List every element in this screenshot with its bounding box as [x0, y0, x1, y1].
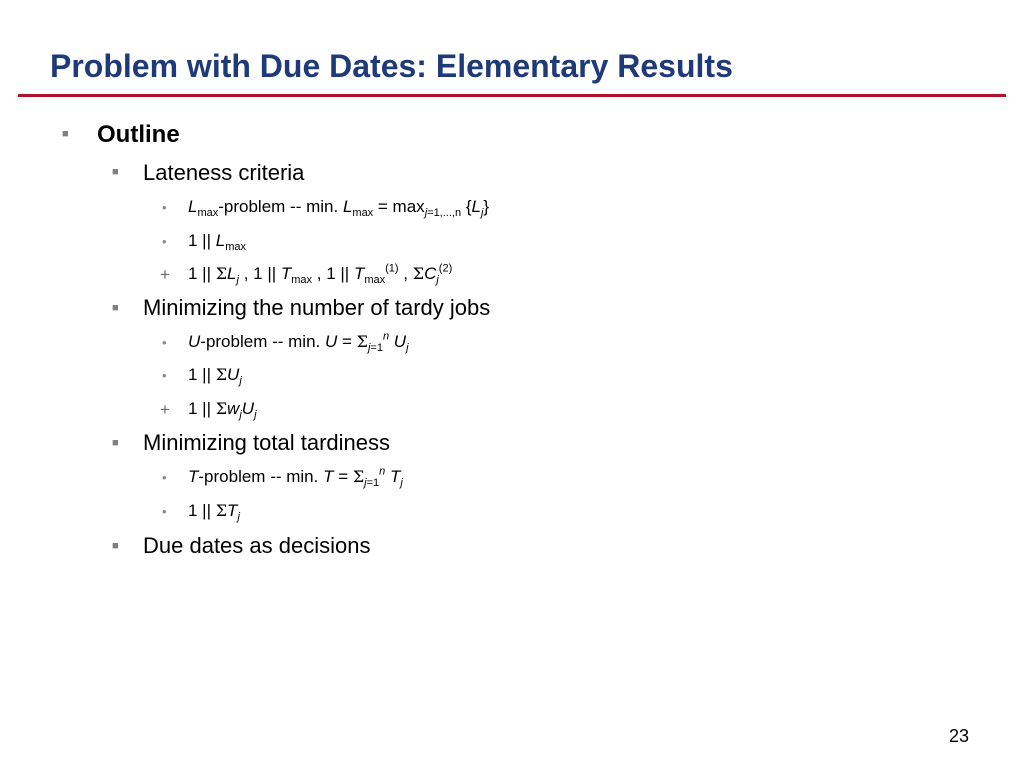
formula-item: 1 || $\Sigma L_j$ , 1 || $T_{max}$ , 1 || $T_{max}^{(1)}$ , $\Sigma C_j^{(2)}$: [188, 262, 453, 286]
section-label: Minimizing total tardiness: [143, 430, 390, 455]
plus-bullet-icon: +: [160, 400, 170, 419]
formula-item: 1 || $L_{max}$: [188, 231, 246, 253]
dot-bullet-icon: •: [162, 470, 167, 485]
plus-bullet-icon: +: [160, 265, 170, 284]
slide-title: Problem with Due Dates: Elementary Results: [50, 48, 733, 84]
formula-item: $L_{max}$-problem -- min. $L_{max} = \max_{j=1,...,n} \{L_j\}$: [188, 197, 490, 219]
title-divider: [18, 94, 1006, 97]
section-label: Due dates as decisions: [143, 533, 371, 558]
dot-bullet-icon: •: [162, 234, 167, 249]
formula-item: 1 || $\Sigma U_j$: [188, 365, 242, 387]
square-bullet-icon: ■: [112, 166, 119, 178]
dot-bullet-icon: •: [162, 200, 167, 215]
outline-heading: Outline: [97, 121, 180, 148]
section-label: Minimizing the number of tardy jobs: [143, 295, 491, 320]
formula-item: U-problem -- min. $U = \Sigma_{j=1}^n$ $U_j$: [188, 330, 409, 354]
dot-bullet-icon: •: [162, 504, 167, 519]
page-number: 23: [948, 726, 969, 746]
formula-item: 1 || $\Sigma w_jU_j$: [188, 399, 257, 421]
section-label: Lateness criteria: [143, 160, 305, 185]
dot-bullet-icon: •: [162, 368, 167, 383]
square-bullet-icon: ■: [112, 302, 119, 314]
square-bullet-icon: ■: [112, 437, 119, 449]
formula-item: 1 || $\Sigma T_j$: [188, 501, 240, 523]
formula-item: T-problem -- min. $T = \Sigma_{j=1}^n$ $T_j$: [188, 465, 403, 489]
square-bullet-icon: ■: [112, 540, 119, 552]
dot-bullet-icon: •: [162, 335, 167, 350]
square-bullet-icon: ■: [62, 128, 69, 140]
